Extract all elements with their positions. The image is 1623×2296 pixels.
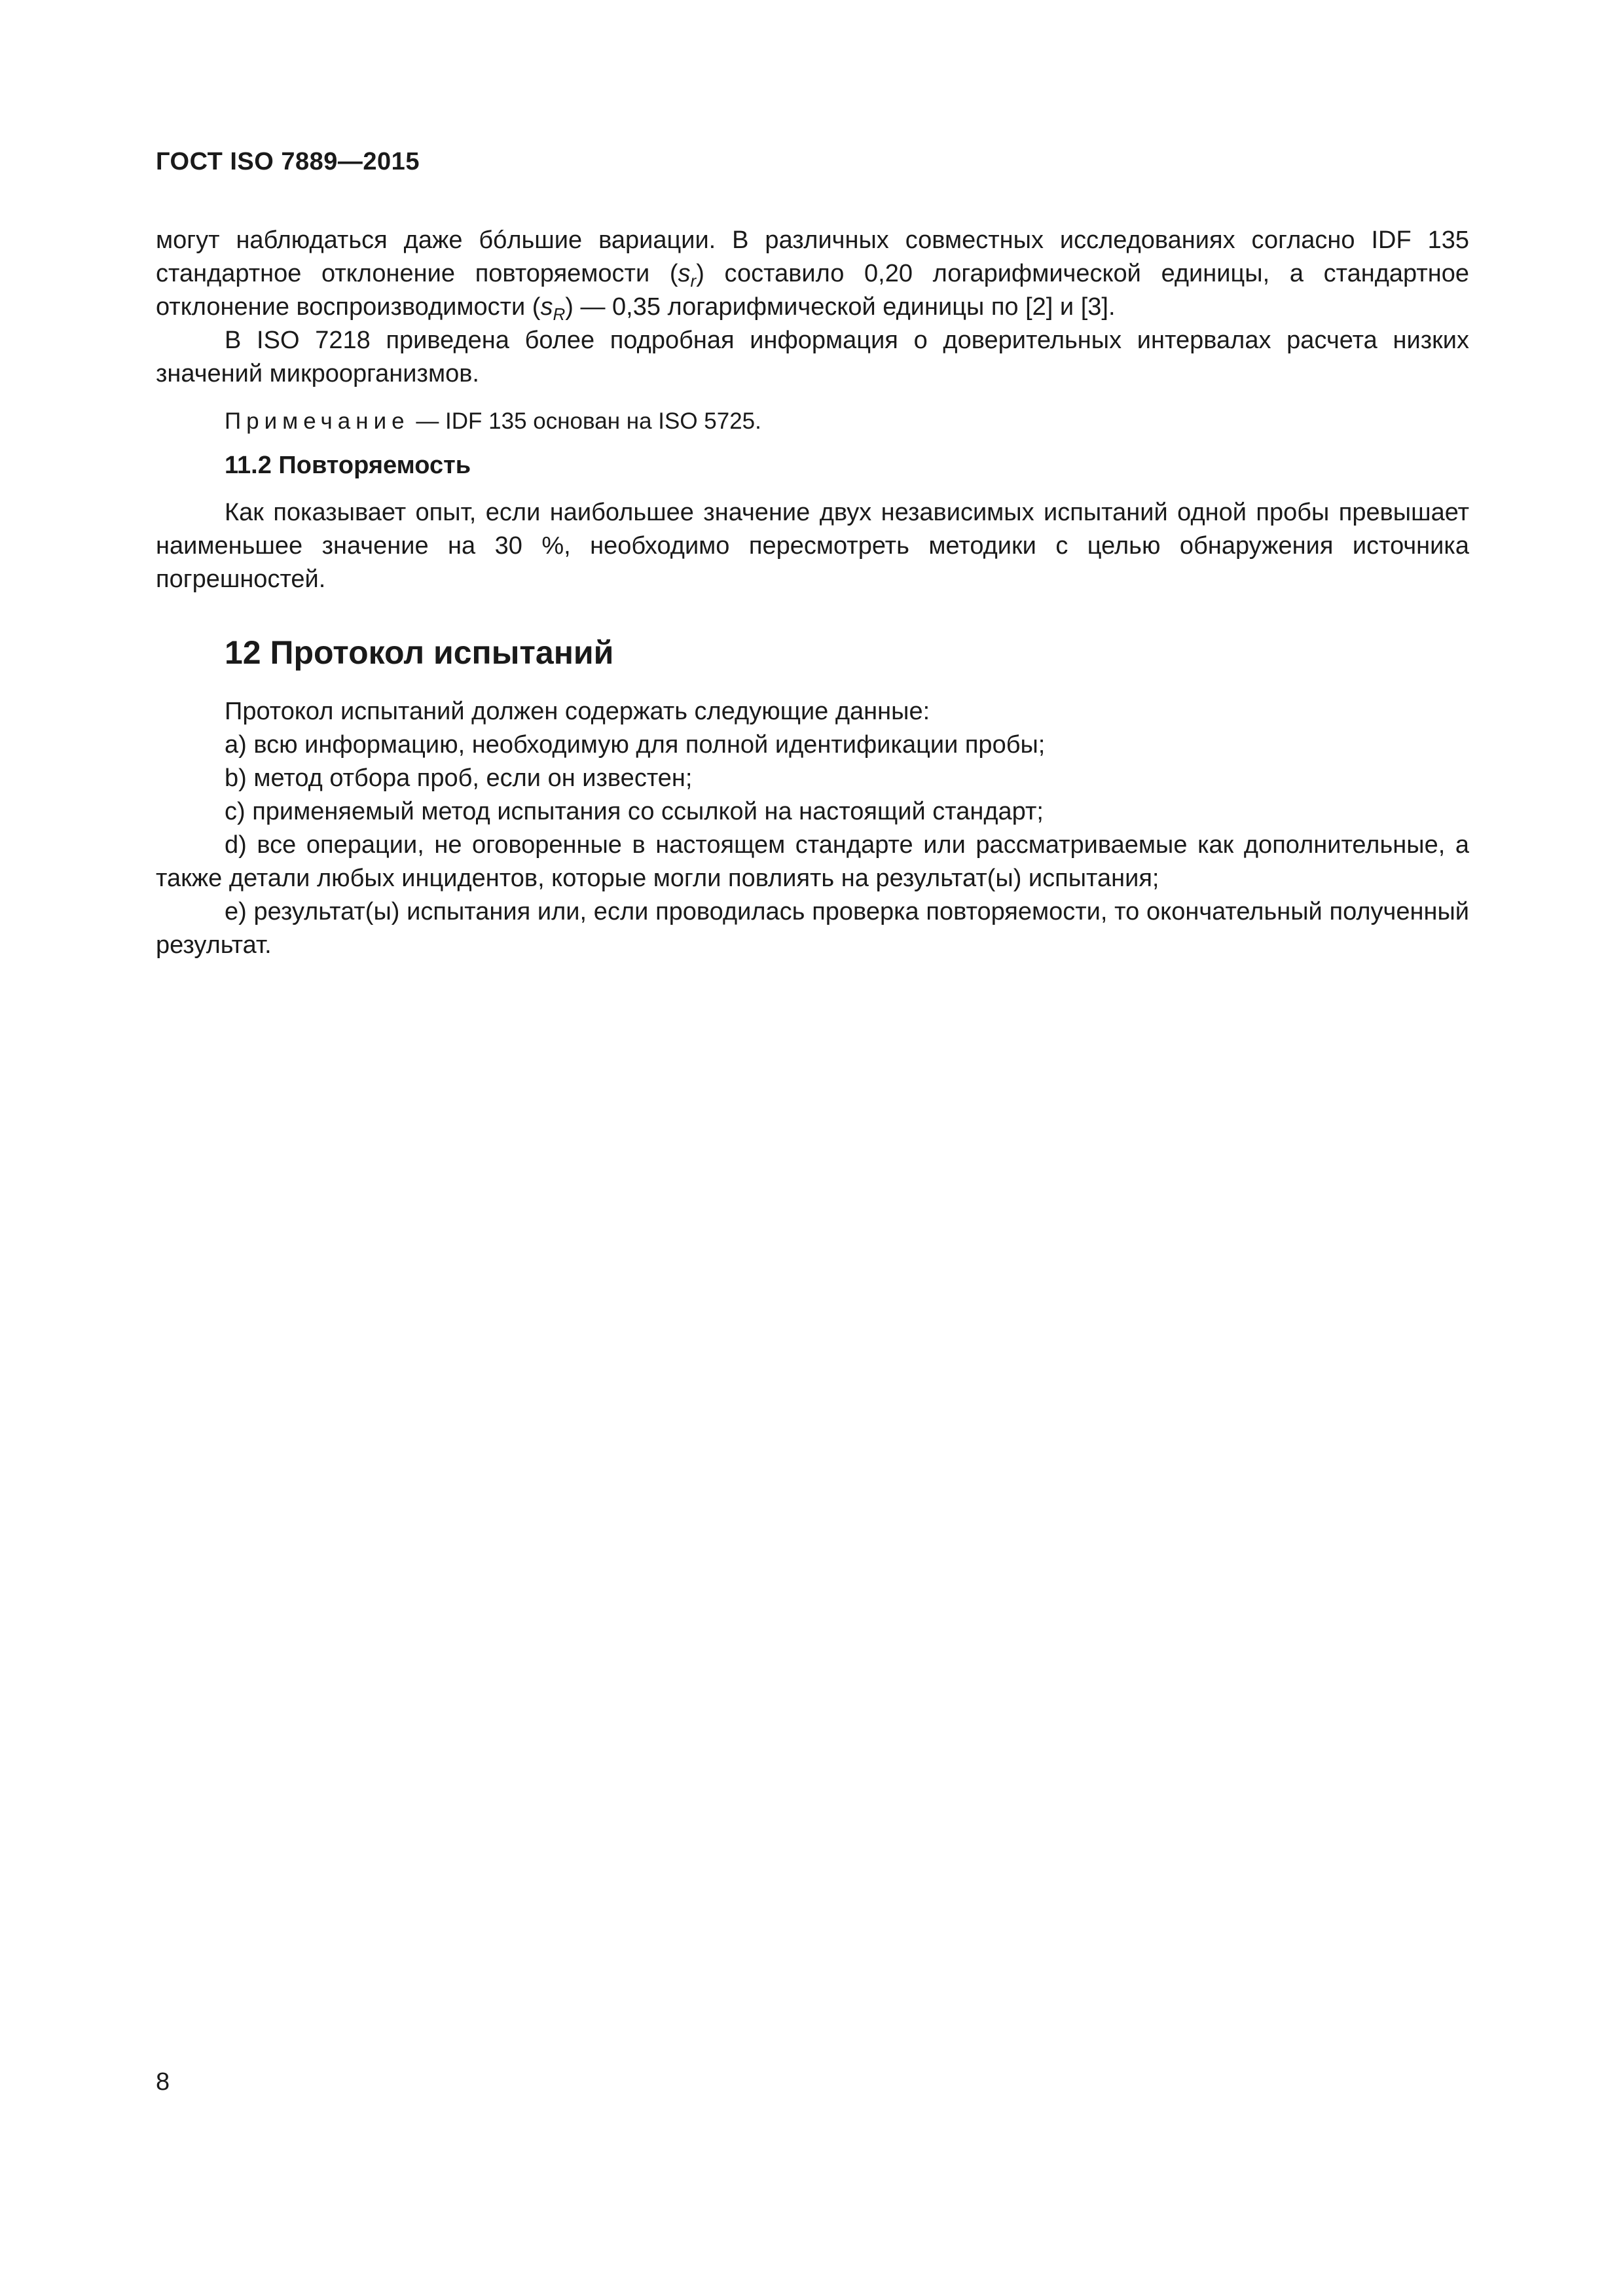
document-header: ГОСТ ISO 7889—2015: [156, 148, 420, 175]
list-item: b) метод отбора проб, если он известен;: [225, 764, 693, 792]
subsection-title: 11.2 Повторяемость: [225, 452, 471, 479]
para1-text-3: ) — 0,35 логарифмической единицы по [2] и [3].: [565, 293, 1116, 321]
list-item: d) все операции, не оговоренные в настоящем стандарте или рассматриваемые как дополнительные, а также детали любых инцидентов, которые могли повлиять на результат(ы) испытания;: [156, 831, 1469, 892]
symbol-s: s: [678, 260, 691, 287]
paragraph-repeatability: Как показывает опыт, если наибольшее значение двух независимых испытаний одной пробы превышает наименьшее значение на 30 %, необходимо пересмотреть методики с целью обнаружения источника погрешностей.: [156, 499, 1469, 593]
note: [225, 406, 761, 437]
note-label: Примечание: [225, 408, 410, 434]
subsection-text-block: [156, 496, 1469, 596]
section-11-1-text: [156, 224, 1469, 391]
list-item: c) применяемый метод испытания со ссылкой на настоящий стандарт;: [225, 798, 1044, 825]
page-number: 8: [156, 2068, 170, 2096]
section-12-text: [156, 695, 1469, 962]
list-item: a) всю информацию, необходимую для полной идентификации пробы;: [225, 731, 1046, 759]
protocol-intro: Протокол испытаний должен содержать следующие данные:: [225, 698, 930, 725]
para1-text-1: могут наблюдаться даже бóльшие вариации. В различных совместных исследованиях согласно IDF 135 стандартное отклонение повторяемости (: [156, 226, 1469, 287]
paragraph-variations: [156, 224, 1469, 324]
list-item: e) результат(ы) испытания или, если проводилась проверка повторяемости, то окончательный полученный результат.: [156, 898, 1469, 959]
subscript-r: r: [690, 271, 697, 291]
section-12-title: 12 Протокол испытаний: [225, 634, 614, 671]
note-text: — IDF 135 основан на ISO 5725.: [409, 408, 761, 434]
paragraph-iso-7218: В ISO 7218 приведена более подробная информация о доверительных интервалах расчета низких значений микроорганизмов.: [156, 327, 1469, 387]
para1-text-2: ) составило 0,20 логарифмической единицы, а стандартное отклонение воспроизводимости (: [156, 260, 1469, 321]
symbol-s-2: s: [540, 293, 553, 321]
subscript-R: R: [553, 304, 566, 324]
